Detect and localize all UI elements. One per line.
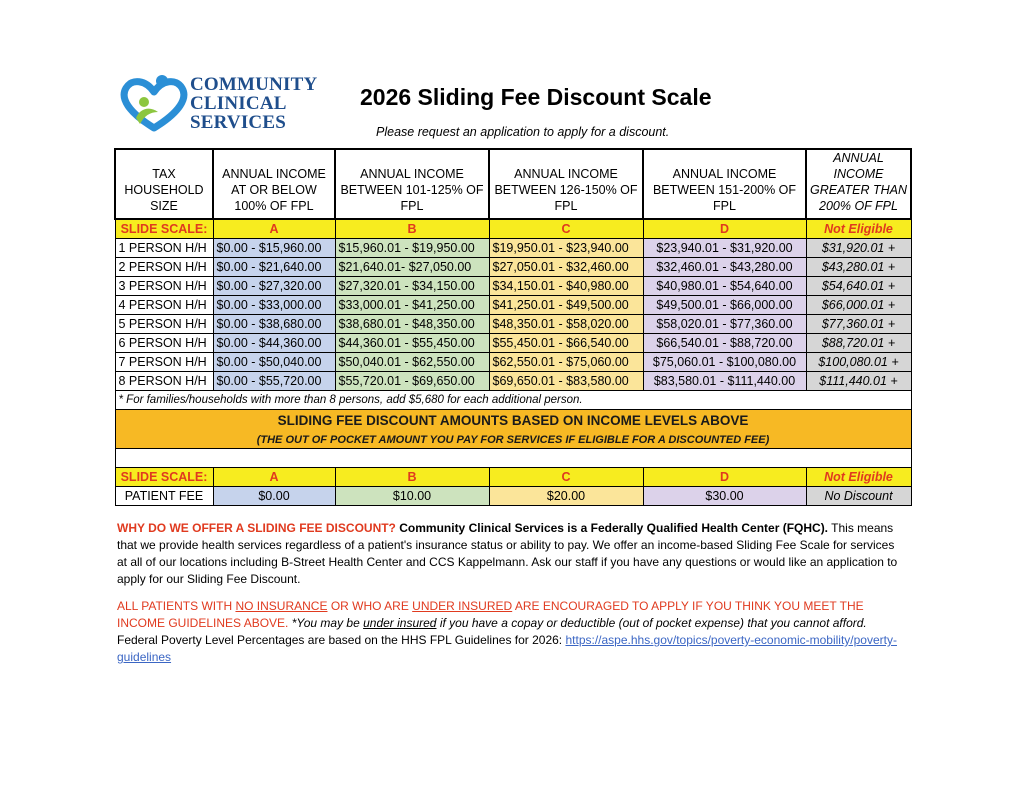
table-row — [115, 258, 911, 277]
slide-scale-d: D — [643, 219, 806, 239]
header-100: ANNUAL INCOME AT OR BELOW 100% OF FPL — [213, 149, 335, 219]
household-size: 6 PERSON H/H — [115, 334, 213, 353]
income-a: $0.00 - $44,360.00 — [213, 334, 335, 353]
heart-people-icon — [118, 72, 190, 134]
income-b: $55,720.01 - $69,650.00 — [335, 372, 489, 391]
logo-text — [190, 75, 317, 132]
patients-text-3: ARE ENCOURAGED TO APPLY IF YOU THINK YOU MEET THE INCOME GUIDELINES ABOVE. — [117, 599, 864, 630]
fpl-link[interactable]: https://aspe.hhs.gov/topics/poverty-economic-mobility/poverty-guidelines — [117, 633, 897, 664]
header-row — [115, 149, 911, 219]
income-a: $0.00 - $50,040.00 — [213, 353, 335, 372]
income-a: $0.00 - $27,320.00 — [213, 277, 335, 296]
fqhc-statement: Community Clinical Services is a Federally Qualified Health Center (FQHC). — [399, 521, 829, 535]
income-d: $23,940.01 - $31,920.00 — [643, 239, 806, 258]
household-size: 5 PERSON H/H — [115, 315, 213, 334]
income-c: $48,350.01 - $58,020.00 — [489, 315, 643, 334]
income-c: $55,450.01 - $66,540.00 — [489, 334, 643, 353]
income-d: $49,500.01 - $66,000.00 — [643, 296, 806, 315]
header-126-150: ANNUAL INCOME BETWEEN 126-150% OF FPL — [489, 149, 643, 219]
discount-title-row — [115, 410, 911, 433]
fee-no-discount: No Discount — [806, 487, 911, 506]
table-row — [115, 353, 911, 372]
income-b: $44,360.01 - $55,450.00 — [335, 334, 489, 353]
slide-scale-row — [115, 219, 911, 239]
slide-scale-not-eligible: Not Eligible — [806, 219, 911, 239]
income-c: $27,050.01 - $32,460.00 — [489, 258, 643, 277]
spacer-row — [115, 449, 911, 468]
table-row — [115, 315, 911, 334]
income-c: $69,650.01 - $83,580.00 — [489, 372, 643, 391]
logo-line-2: CLINICAL — [190, 93, 287, 114]
page-subtitle: Please request an application to apply for a discount. — [376, 125, 670, 139]
spacer — [115, 449, 911, 468]
income-b: $15,960.01 - $19,950.00 — [335, 239, 489, 258]
income-b: $33,000.01 - $41,250.00 — [335, 296, 489, 315]
income-c: $62,550.01 - $75,060.00 — [489, 353, 643, 372]
income-c: $41,250.01 - $49,500.00 — [489, 296, 643, 315]
income-a: $0.00 - $55,720.00 — [213, 372, 335, 391]
why-paragraph — [117, 520, 907, 588]
fee-c: $20.00 — [489, 487, 643, 506]
page-title: 2026 Sliding Fee Discount Scale — [360, 84, 712, 110]
discount-title: SLIDING FEE DISCOUNT AMOUNTS BASED ON INCOME LEVELS ABOVE — [115, 410, 911, 433]
income-d: $32,460.01 - $43,280.00 — [643, 258, 806, 277]
header-151-200: ANNUAL INCOME BETWEEN 151-200% OF FPL — [643, 149, 806, 219]
patient-fee-label: PATIENT FEE — [115, 487, 213, 506]
patient-fee-row — [115, 487, 911, 506]
slide-scale-c: C — [489, 219, 643, 239]
household-size: 2 PERSON H/H — [115, 258, 213, 277]
income-over-200: $66,000.01 + — [806, 296, 911, 315]
no-insurance: NO INSURANCE — [235, 599, 328, 613]
logo-line-3: SERVICES — [190, 112, 286, 133]
income-b: $27,320.01 - $34,150.00 — [335, 277, 489, 296]
fee-a: $0.00 — [213, 487, 335, 506]
income-c: $19,950.01 - $23,940.00 — [489, 239, 643, 258]
patients-paragraph — [117, 598, 907, 666]
slide-scale-label: SLIDE SCALE: — [115, 219, 213, 239]
table-row — [115, 372, 911, 391]
income-c: $34,150.01 - $40,980.00 — [489, 277, 643, 296]
income-b: $38,680.01 - $48,350.00 — [335, 315, 489, 334]
slide-scale-not-eligible: Not Eligible — [806, 468, 911, 487]
household-size: 7 PERSON H/H — [115, 353, 213, 372]
why-question: WHY DO WE OFFER A SLIDING FEE DISCOUNT? — [117, 521, 396, 535]
slide-scale-b: B — [335, 219, 489, 239]
household-size: 3 PERSON H/H — [115, 277, 213, 296]
table-row — [115, 277, 911, 296]
slide-scale-c: C — [489, 468, 643, 487]
slide-scale-label: SLIDE SCALE: — [115, 468, 213, 487]
income-d: $83,580.01 - $111,440.00 — [643, 372, 806, 391]
income-over-200: $43,280.01 + — [806, 258, 911, 277]
household-size: 8 PERSON H/H — [115, 372, 213, 391]
logo — [118, 72, 318, 134]
income-a: $0.00 - $15,960.00 — [213, 239, 335, 258]
income-over-200: $31,920.01 + — [806, 239, 911, 258]
header-household: TAX HOUSEHOLD SIZE — [115, 149, 213, 219]
header-over-200: ANNUAL INCOME GREATER THAN 200% OF FPL — [806, 149, 911, 219]
patients-text-2: OR WHO ARE — [327, 599, 413, 613]
footnote: * For families/households with more than 8 persons, add $5,680 for each additional person. — [115, 391, 911, 410]
footnote-row — [115, 391, 911, 410]
income-over-200: $111,440.01 + — [806, 372, 911, 391]
income-over-200: $77,360.01 + — [806, 315, 911, 334]
table-row — [115, 334, 911, 353]
sliding-fee-table — [114, 148, 912, 506]
logo-line-1: COMMUNITY — [190, 74, 318, 95]
why-body: This means that we provide health services regardless of a patient's insurance status or ability to pay. We offer an income-based Sliding Fee Scale for services at all of our locations including B-Street Health Center and CCS Kappelmann. Ask our staff if you have any questions or would like an application to apply for our Sliding Fee Discount. — [117, 521, 898, 586]
under-insured: UNDER INSURED — [412, 599, 513, 613]
income-a: $0.00 - $21,640.00 — [213, 258, 335, 277]
slide-scale-a: A — [213, 468, 335, 487]
income-over-200: $54,640.01 + — [806, 277, 911, 296]
slide-scale-a: A — [213, 219, 335, 239]
household-size: 4 PERSON H/H — [115, 296, 213, 315]
slide-scale-b: B — [335, 468, 489, 487]
table-row — [115, 296, 911, 315]
note-text-2: if you have a copay or deductible (out of pocket expense) that you cannot afford. — [436, 616, 867, 630]
income-d: $66,540.01 - $88,720.00 — [643, 334, 806, 353]
income-a: $0.00 - $33,000.00 — [213, 296, 335, 315]
income-b: $50,040.01 - $62,550.00 — [335, 353, 489, 372]
income-d: $75,060.01 - $100,080.00 — [643, 353, 806, 372]
household-size: 1 PERSON H/H — [115, 239, 213, 258]
income-over-200: $88,720.01 + — [806, 334, 911, 353]
income-a: $0.00 - $38,680.00 — [213, 315, 335, 334]
income-over-200: $100,080.01 + — [806, 353, 911, 372]
income-d: $58,020.01 - $77,360.00 — [643, 315, 806, 334]
note-under-insured: under insured — [363, 616, 437, 630]
fee-d: $30.00 — [643, 487, 806, 506]
discount-subtitle-row — [115, 432, 911, 449]
header-101-125: ANNUAL INCOME BETWEEN 101-125% OF FPL — [335, 149, 489, 219]
patients-text-1: ALL PATIENTS WITH — [117, 599, 236, 613]
slide-scale-row-2 — [115, 468, 911, 487]
income-d: $40,980.01 - $54,640.00 — [643, 277, 806, 296]
income-b: $21,640.01- $27,050.00 — [335, 258, 489, 277]
note-text-1: *You may be — [288, 616, 364, 630]
fee-b: $10.00 — [335, 487, 489, 506]
fpl-text: Federal Poverty Level Percentages are based on the HHS FPL Guidelines for 2026: — [117, 633, 566, 647]
slide-scale-d: D — [643, 468, 806, 487]
table-row — [115, 239, 911, 258]
discount-subtitle: (THE OUT OF POCKET AMOUNT YOU PAY FOR SERVICES IF ELIGIBLE FOR A DISCOUNTED FEE) — [115, 432, 911, 449]
